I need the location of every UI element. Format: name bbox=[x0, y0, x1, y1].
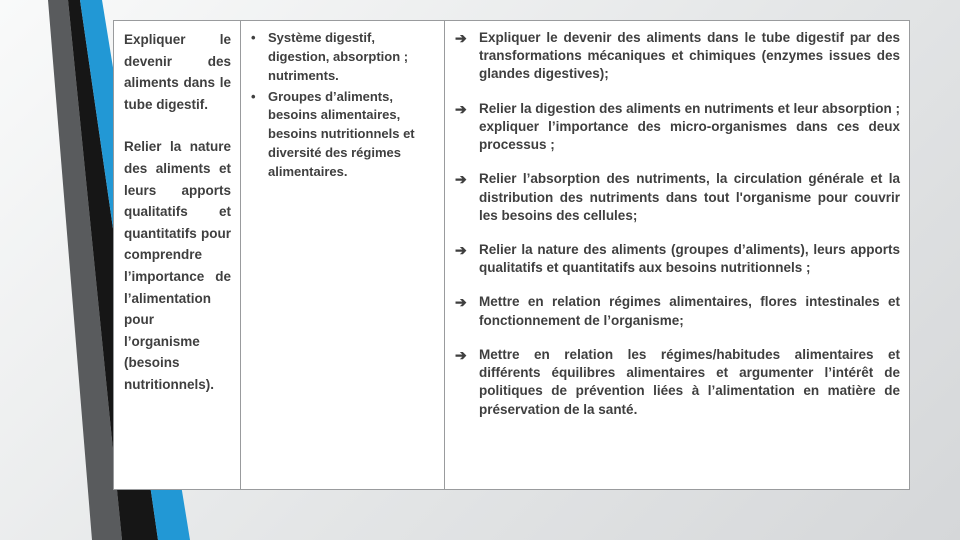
skills-column bbox=[445, 21, 909, 489]
competency-paragraph: Relier la nature des aliments et leurs apports qualitatifs et quantitatifs pour comprendre l’importance de l’alimentation pour l’organisme (besoins nutritionnels). bbox=[124, 139, 231, 392]
list-item bbox=[455, 100, 900, 155]
skill-text: Relier la digestion des aliments en nutriments et leur absorption ; expliquer l’importance des micro-organismes dans ces deux processus ; bbox=[479, 100, 900, 153]
arrow-bullet-icon: ➔ bbox=[455, 171, 467, 188]
skill-text: Expliquer le devenir des aliments dans le tube digestif par des transformations mécaniques et chimiques (enzymes issues des glandes digestives); bbox=[479, 30, 900, 82]
list-item bbox=[455, 241, 900, 277]
list-item bbox=[455, 29, 900, 84]
arrow-bullet-icon: ➔ bbox=[455, 346, 467, 363]
skill-text: Relier la nature des aliments (groupes d’aliments), leurs apports qualitatifs et quantitatifs aux besoins nutritionnels ; bbox=[479, 241, 900, 276]
vocabulary-column bbox=[241, 21, 445, 489]
curriculum-table bbox=[113, 20, 910, 490]
list-item bbox=[455, 293, 900, 329]
dot-bullet-icon: • bbox=[251, 88, 256, 104]
skill-text: Mettre en relation les régimes/habitudes alimentaires et différents équilibres alimentaires et argumenter l’intérêt de politiques de prévention liées à l’alimentation en matière de préservation de la santé. bbox=[479, 346, 900, 417]
skill-text: Mettre en relation régimes alimentaires, flores intestinales et fonctionnement de l’organisme; bbox=[479, 294, 900, 328]
arrow-bullet-icon: ➔ bbox=[455, 100, 467, 117]
arrow-bullet-icon: ➔ bbox=[455, 30, 467, 46]
competencies-column bbox=[114, 21, 241, 489]
arrow-bullet-icon: ➔ bbox=[455, 294, 467, 311]
list-item bbox=[251, 88, 435, 182]
competency-paragraph: Expliquer le devenir des aliments dans le tube digestif. bbox=[124, 32, 231, 112]
list-item bbox=[455, 170, 900, 225]
vocabulary-text: Groupes d’aliments, besoins alimentaires, besoins nutritionnels et diversité des régimes alimentaires. bbox=[268, 88, 415, 179]
list-item bbox=[251, 29, 435, 86]
skill-text: Relier l’absorption des nutriments, la circulation générale et la distribution des nutriments dans tout l'organisme pour couvrir les besoins des cellules; bbox=[479, 171, 900, 223]
vocabulary-text: Système digestif, digestion, absorption ; nutriments. bbox=[268, 30, 409, 83]
list-item bbox=[455, 346, 900, 419]
dot-bullet-icon: • bbox=[251, 30, 256, 45]
arrow-bullet-icon: ➔ bbox=[455, 241, 467, 258]
